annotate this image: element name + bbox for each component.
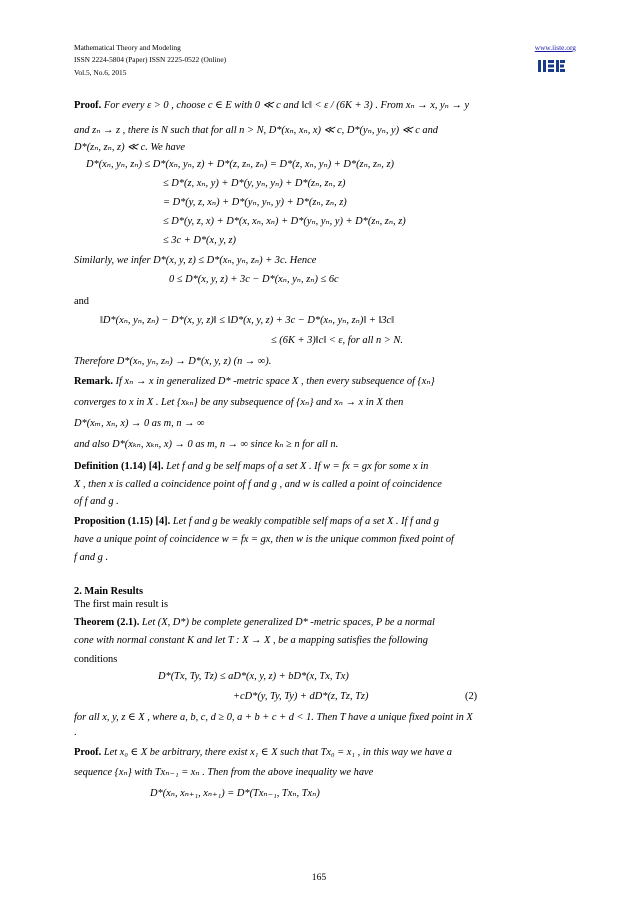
- equation-line-5: ≤ 3c + D*(x, y, z): [163, 235, 237, 246]
- proof2-line-2: sequence {xₙ} with Txₙ₋₁ = xₙ . Then from the above inequality we have: [74, 767, 374, 778]
- volume-line: Vol.5, No.6, 2015: [74, 68, 127, 77]
- definition-label: Definition (1.14) [4].: [74, 461, 164, 472]
- remark-line-1: [74, 375, 570, 389]
- equation-line-3: = D*(y, z, xₙ) + D*(yₙ, yₙ, y) + D*(zₙ, zₙ, z): [163, 197, 347, 208]
- remark-label: Remark.: [74, 376, 113, 387]
- proof-paragraph-line: [74, 99, 570, 113]
- remark-line-4: and also D*(xₖₙ, xₖₙ, x) → 0 as m, n → ∞ since kₙ ≥ n for all n.: [74, 439, 339, 450]
- theorem-line-3: conditions: [74, 654, 118, 665]
- theorem-text: Let (X, D*) be complete generalized D* -metric spaces, P be a normal: [141, 617, 435, 628]
- equation-line-11: D*(xₙ, xₙ₊₁, xₙ₊₁) = D*(Txₙ₋₁, Txₙ, Txₙ): [150, 788, 320, 799]
- therefore-line: Therefore D*(xₙ, yₙ, zₙ) → D*(x, y, z) (n → ∞).: [74, 356, 272, 367]
- proposition-line-3: f and g .: [74, 552, 109, 563]
- theorem-line-2: cone with normal constant K and let T : X → X , be a mapping satisfies the following: [74, 635, 428, 646]
- equation-line-2: ≤ D*(z, xₙ, y) + D*(y, yₙ, yₙ) + D*(zₙ, zₙ, z): [163, 178, 346, 189]
- proof2-line-1: [74, 746, 570, 760]
- page-number: 165: [311, 872, 327, 883]
- journal-url-link[interactable]: www.iiste.org: [534, 43, 576, 52]
- proof2-text: Let x₀ ∈ X be arbitrary, there exist x₁ ∈ X such that Tx₀ = x₁ , in this way we have a: [103, 747, 452, 758]
- equation-line-9: D*(Tx, Ty, Tz) ≤ aD*(x, y, z) + bD*(x, Tx, Tx): [158, 671, 349, 682]
- remark-line-3: D*(xₘ, xₙ, x) → 0 as m, n → ∞: [74, 418, 205, 429]
- proposition-text: Let f and g be weakly compatible self maps of a set X . If f and g: [172, 516, 439, 527]
- section-heading: 2. Main Results: [74, 586, 143, 597]
- definition-line-2: X , then x is called a coincidence point of f and g , and w is called a point of coincidence: [74, 479, 442, 490]
- equation-line-7: ‖D*(xₙ, yₙ, zₙ) − D*(x, y, z)‖ ≤ ‖D*(x, y, z) + 3c − D*(xₙ, yₙ, zₙ)‖ + ‖3c‖: [100, 315, 395, 326]
- theorem-label: Theorem (2.1).: [74, 617, 140, 628]
- proof-text: For every ε > 0 , choose c ∈ E with 0 ≪ c and ‖c‖ < ε / (6K + 3) . From xₙ → x, yₙ → y: [103, 100, 470, 111]
- first-result-line: The first main result is: [74, 599, 169, 610]
- proposition-line-1: [74, 515, 570, 529]
- equation-line-1: D*(xₙ, yₙ, zₙ) ≤ D*(xₙ, yₙ, z) + D*(z, zₙ, zₙ) = D*(z, xₙ, yₙ) + D*(zₙ, zₙ, z): [86, 159, 394, 170]
- definition-line-1: [74, 460, 570, 474]
- proof2-label: Proof.: [74, 747, 102, 758]
- remark-line-2: converges to x in X . Let {xₖₙ} be any subsequence of {xₙ} and xₙ → x in X then: [74, 397, 404, 408]
- equation-line-8: ≤ (6K + 3)‖c‖ < ε, for all n > N.: [271, 335, 403, 346]
- issn-line: ISSN 2224-5804 (Paper) ISSN 2225-0522 (Online): [74, 55, 227, 64]
- proof-line-3: D*(zₙ, zₙ, z) ≪ c. We have: [74, 142, 185, 153]
- equation-line-10: +cD*(y, Ty, Ty) + dD*(z, Tz, Tz): [233, 691, 369, 702]
- proof-line-2: and zₙ → z , there is N such that for all n > N, D*(xₙ, xₙ, x) ≪ c, D*(yₙ, yₙ, y) ≪ c and: [74, 125, 438, 136]
- similarly-line: Similarly, we infer D*(x, y, z) ≤ D*(xₙ, yₙ, zₙ) + 3c. Hence: [74, 255, 317, 266]
- stray-period: .: [74, 727, 77, 738]
- proposition-label: Proposition (1.15) [4].: [74, 516, 171, 527]
- proof-label: Proof.: [74, 100, 102, 111]
- forall-line: for all x, y, z ∈ X , where a, b, c, d ≥ 0, a + b + c + d < 1. Then T have a unique fixed point in X: [74, 712, 473, 723]
- equation-line-4: ≤ D*(y, z, x) + D*(x, xₙ, xₙ) + D*(yₙ, yₙ, y) + D*(zₙ, zₙ, z): [163, 216, 406, 227]
- equation-number: (2): [465, 691, 478, 702]
- and-word: and: [74, 296, 90, 307]
- iiste-logo: [536, 57, 566, 75]
- theorem-line-1: [74, 616, 570, 630]
- equation-line-6: 0 ≤ D*(x, y, z) + 3c − D*(xₙ, yₙ, zₙ) ≤ 6c: [169, 274, 339, 285]
- proposition-line-2: have a unique point of coincidence w = fx = gx, then w is the unique common fixed point of: [74, 534, 454, 545]
- journal-title: Mathematical Theory and Modeling: [74, 43, 181, 52]
- remark-text: If xₙ → x in generalized D* -metric space X , then every subsequence of {xₙ}: [115, 376, 435, 387]
- definition-text: Let f and g be self maps of a set X . If w = fx = gx for some x in: [166, 461, 429, 472]
- definition-line-3: of f and g .: [74, 496, 119, 507]
